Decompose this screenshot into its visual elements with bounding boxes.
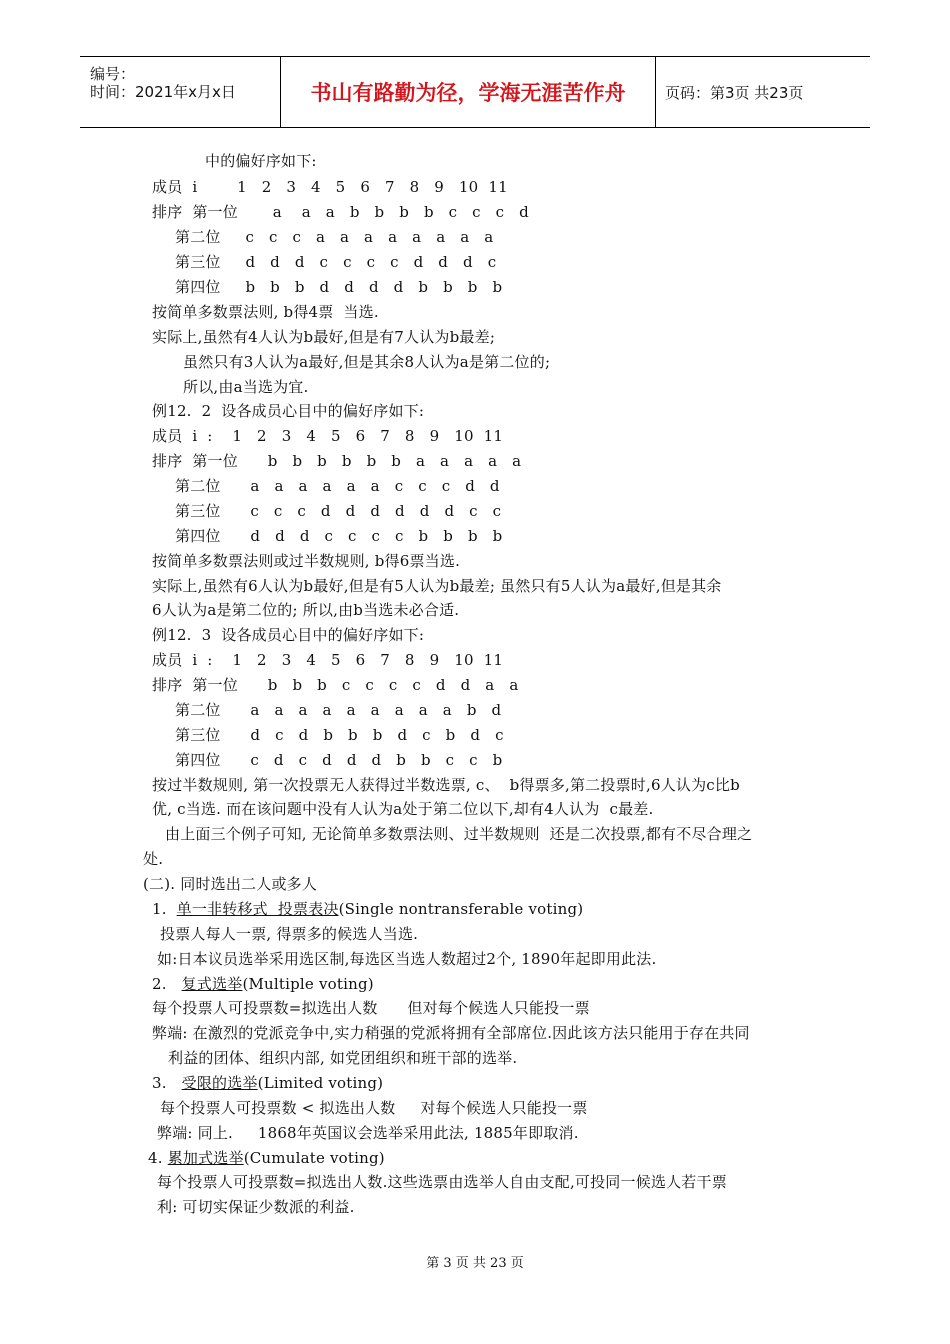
text-line: 所以,由a当选为宜. bbox=[183, 378, 309, 396]
heading-number: 2. bbox=[152, 975, 167, 993]
text-line: 弊端: 在激烈的党派竞争中,实力稍强的党派将拥有全部席位.因此该方法只能用于存在共同 bbox=[152, 1024, 750, 1042]
text-line: 每个投票人可投票数=拟选出人数.这些选票由选举人自由支配,可投同一候选人若干票 bbox=[157, 1173, 727, 1191]
text-line: 利: 可切实保证少数派的利益. bbox=[157, 1198, 355, 1216]
table-row: 成员 i 1 2 3 4 5 6 7 8 9 10 11 bbox=[152, 178, 508, 196]
heading-english: (Multiple voting) bbox=[242, 975, 374, 993]
text-line: 如:日本议员选举采用选区制,每选区当选人数超过2个, 1890年起即用此法. bbox=[157, 950, 657, 968]
heading-number: 1. bbox=[152, 900, 167, 918]
heading-title: 累加式选举 bbox=[167, 1149, 244, 1167]
time-label: 时间：2021年x月x日 bbox=[90, 83, 236, 101]
subsection-heading bbox=[152, 1073, 383, 1093]
text-line: 按简单多数票法则或过半数规则, b得6票当选. bbox=[152, 552, 461, 570]
page-footer: 第 3 页 共 23 页 bbox=[426, 1256, 524, 1271]
text-line: 6人认为a是第二位的; 所以,由b当选未必合适. bbox=[152, 601, 460, 619]
page-header bbox=[80, 56, 870, 128]
heading-number: 3. bbox=[152, 1074, 167, 1092]
table-row: 第四位 b b b d d d d b b b b bbox=[175, 278, 503, 296]
text-line: 每个投票人可投票数=拟选出人数 但对每个候选人只能投一票 bbox=[152, 999, 590, 1017]
text-line: 按简单多数票法则, b得4票 当选. bbox=[152, 303, 379, 321]
table-row: 排序 第一位 a a a b b b b c c c d bbox=[152, 203, 529, 221]
text-line: 中的偏好序如下: bbox=[205, 152, 317, 170]
text-line: 由上面三个例子可知, 无论简单多数票法则、过半数规则 还是二次投票,都有不尽合理之 bbox=[165, 825, 753, 843]
heading-title: 受限的选举 bbox=[181, 1074, 258, 1092]
text-line: 按过半数规则, 第一次投票无人获得过半数选票, c、 b得票多,第二投票时,6人认为c比b bbox=[152, 776, 740, 794]
table-row: 第二位 a a a a a a c c c d d bbox=[175, 477, 500, 495]
table-row: 第二位 c c c a a a a a a a a bbox=[175, 228, 494, 246]
heading-english: (Single nontransferable voting) bbox=[338, 900, 584, 918]
table-row: 成员 i : 1 2 3 4 5 6 7 8 9 10 11 bbox=[152, 427, 504, 445]
heading-title: 复式选举 bbox=[181, 975, 243, 993]
table-row: 第四位 d d d c c c c b b b b bbox=[175, 527, 503, 545]
subsection-heading bbox=[152, 974, 374, 994]
text-line: 优, c当选. 而在该问题中没有人认为a处于第二位以下,却有4人认为 c最差. bbox=[152, 800, 654, 818]
heading-english: (Cumulate voting) bbox=[243, 1149, 385, 1167]
table-row: 成员 i : 1 2 3 4 5 6 7 8 9 10 11 bbox=[152, 651, 504, 669]
subsection-heading bbox=[152, 899, 583, 919]
text-line: 利益的团体、组织内部, 如党团组织和班干部的选举. bbox=[168, 1049, 518, 1067]
table-row: 第三位 d c d b b b d c b d c bbox=[175, 726, 504, 744]
text-line: 虽然只有3人认为a最好,但是其余8人认为a是第二位的; bbox=[183, 353, 551, 371]
heading-english: (Limited voting) bbox=[257, 1074, 384, 1092]
section-heading: (二). 同时选出二人或多人 bbox=[143, 875, 318, 893]
text-line: 每个投票人可投票数 < 拟选出人数 对每个候选人只能投一票 bbox=[160, 1099, 588, 1117]
text-line: 投票人每人一票, 得票多的候选人当选. bbox=[160, 925, 419, 943]
text-line: 实际上,虽然有6人认为b最好,但是有5人认为b最差; 虽然只有5人认为a最好,但是其余 bbox=[152, 577, 722, 595]
header-page-label: 页码：第3页 共23页 bbox=[665, 83, 804, 102]
text-line: 处. bbox=[143, 850, 164, 868]
table-row: 第二位 a a a a a a a a a b d bbox=[175, 701, 502, 719]
table-row: 排序 第一位 b b b b b b a a a a a bbox=[152, 452, 522, 470]
subsection-heading bbox=[148, 1148, 385, 1168]
serial-label: 编号： bbox=[90, 65, 136, 83]
example-title: 例12. 2 设各成员心目中的偏好序如下: bbox=[152, 402, 425, 420]
table-row: 第三位 c c c d d d d d d c c bbox=[175, 502, 502, 520]
example-title: 例12. 3 设各成员心目中的偏好序如下: bbox=[152, 626, 425, 644]
heading-title: 单一非转移式 投票表决 bbox=[176, 900, 339, 918]
heading-number: 4. bbox=[148, 1149, 163, 1167]
header-meta bbox=[80, 57, 280, 127]
table-row: 第四位 c d c d d d b b c c b bbox=[175, 751, 503, 769]
text-line: 弊端: 同上. 1868年英国议会选举采用此法, 1885年即取消. bbox=[157, 1124, 579, 1142]
header-motto: 书山有路勤为径，学海无涯苦作舟 bbox=[280, 57, 656, 127]
text-line: 实际上,虽然有4人认为b最好,但是有7人认为b最差; bbox=[152, 328, 496, 346]
table-row: 排序 第一位 b b b c c c c d d a a bbox=[152, 676, 519, 694]
table-row: 第三位 d d d c c c c d d d c bbox=[175, 253, 497, 271]
